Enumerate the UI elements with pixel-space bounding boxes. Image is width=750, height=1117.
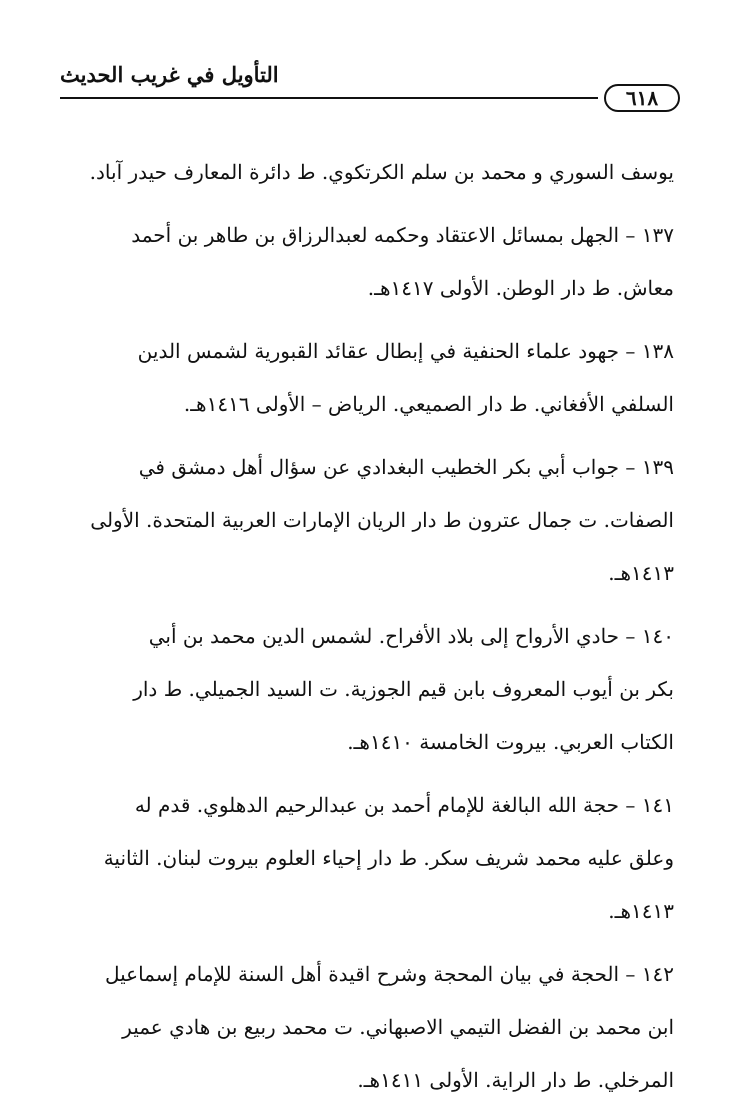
entry-line: المرخلي. ط دار الراية. الأولى ١٤١١هـ. [357,1068,674,1092]
header-rule [60,97,598,99]
entry-line: بكر بن أيوب المعروف بابن قيم الجوزية. ت السيد الجميلي. ط دار [133,677,674,701]
entry-line: ابن محمد بن الفضل التيمي الاصبهاني. ت محمد ربيع بن هادي عمير [122,1015,674,1039]
entry-line: ١٤٠ – حادي الأرواح إلى بلاد الأفراح. لشمس الدين محمد بن أبي [148,624,674,648]
entry-line: ١٤٢ – الحجة في بيان المحجة وشرح اقيدة أهل السنة للإمام إسماعيل [104,962,674,986]
bibliography-entry-140 [74,610,674,769]
entry-line: الصفات. ت جمال عترون ط دار الريان الإمارات العربية المتحدة. الأولى [90,508,674,532]
bibliography-entry-139 [74,441,674,600]
entry-line: ١٤١٣هـ. [608,899,674,923]
bibliography-entry-142 [74,948,674,1107]
entry-line: ١٣٧ – الجهل بمسائل الاعتقاد وحكمه لعبدالرزاق بن طاهر بن أحمد [131,223,674,247]
page-header [60,62,680,112]
bibliography-list [74,146,674,1117]
bibliography-entry-141 [74,779,674,938]
entry-line: السلفي الأفغاني. ط دار الصميعي. الرياض – الأولى ١٤١٦هـ. [183,392,674,416]
bibliography-entry-137 [74,209,674,315]
entry-line: وعلق عليه محمد شريف سكر. ط دار إحياء العلوم بيروت لبنان. الثانية [103,846,674,870]
entry-line: يوسف السوري و محمد بن سلم الكرتكوي. ط دائرة المعارف حيدر آباد. [89,160,674,184]
entry-line: ١٣٩ – جواب أبي بكر الخطيب البغدادي عن سؤال أهل دمشق في [138,455,674,479]
entry-line: ١٣٨ – جهود علماء الحنفية في إبطال عقائد القبورية لشمس الدين [137,339,674,363]
entry-line: ١٤١٣هـ. [608,561,674,585]
bibliography-entry-138 [74,325,674,431]
page-number-badge: ٦١٨ [604,84,680,112]
continuation-entry [74,146,674,199]
running-title: التأويل في غريب الحديث [60,62,279,87]
entry-line: معاش. ط دار الوطن. الأولى ١٤١٧هـ. [367,276,674,300]
entry-line: الكتاب العربي. بيروت الخامسة ١٤١٠هـ. [347,730,674,754]
entry-line: ١٤١ – حجة الله البالغة للإمام أحمد بن عبدالرحيم الدهلوي. قدم له [134,793,674,817]
